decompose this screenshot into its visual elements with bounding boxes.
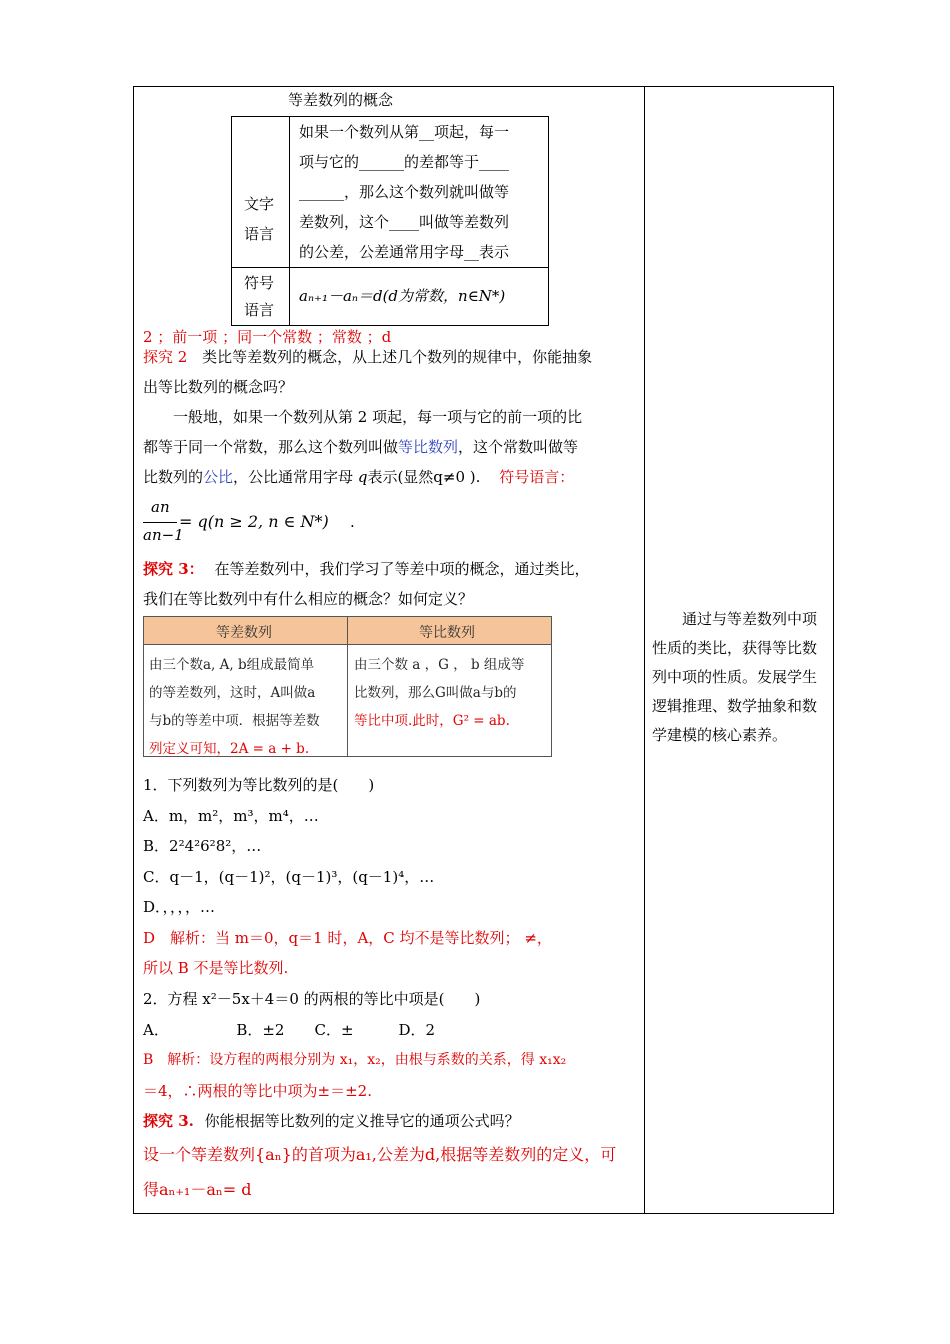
term-common-ratio: 公比 [203, 468, 234, 486]
explore3-text2: 我们在等比数列中有什么相应的概念？如何定义？ [143, 590, 474, 608]
definition-p2: 都等于同一个常数，那么这个数列叫做 [143, 438, 399, 456]
derivation-line-2: 得aₙ₊₁－aₙ= d [143, 1180, 252, 1199]
compare-left-text [149, 651, 320, 763]
definition-p2b: ，这个常数叫做等 [458, 438, 579, 456]
compare-right-text [354, 651, 524, 735]
q1-option-c: C．q－1，(q－1)²，(q－1)³，(q－1)⁴，… [143, 868, 435, 886]
fraction-bar [143, 522, 177, 523]
formula-end: . [350, 513, 355, 531]
definition-p3b: ，公比通常用字母 [233, 468, 354, 486]
explore3-text: 在等差数列中，我们学习了等差中项的概念，通过类比， [214, 560, 590, 578]
row1-label: 文字语言 [244, 195, 275, 243]
explore3-label: 探究 3： [143, 560, 204, 578]
compare-head-left: 等差数列 [216, 625, 272, 641]
row1-line: 项与它的______的差都等于____ [299, 153, 510, 171]
design-intent-note: 通过与等差数列中项性质的类比，获得等比数列中项的性质。发展学生逻辑推理、数学抽象和数学建模的核心素养。 [652, 610, 818, 744]
compare-right-line: 比数列，那么G叫做a与b的 [354, 685, 517, 701]
compare-right-line: 由三个数 a ，G ， b 组成等 [354, 657, 525, 673]
derivation-line-1: 设一个等差数列{aₙ}的首项为a₁,公差为d,根据等差数列的定义，可 [143, 1145, 617, 1164]
symbol-language-label: 符号语言： [499, 468, 575, 486]
q1-stem: 1．下列数列为等比数列的是( ) [143, 776, 375, 794]
row1-line: ______，那么这个数列就叫做等 [299, 183, 510, 201]
comparison-table [143, 616, 552, 757]
q2-answer-2: ＝4，∴两根的等比中项为±＝±2. [143, 1082, 372, 1100]
q1-answer-2: 所以 B 不是等比数列. [143, 959, 289, 977]
q1-option-a: A．m，m²，m³，m⁴，… [143, 807, 319, 825]
definition-p3c: 表示(显然q≠0 ). [367, 468, 481, 486]
explore2-text2: 出等比数列的概念吗？ [143, 378, 294, 396]
q2-answer: B 解析：设方程的两根分别为 x₁，x₂，由根与系数的关系，得 x₁x₂ [143, 1052, 567, 1068]
formula-denominator: an−1 [143, 526, 184, 544]
definition-p1: 一般地，如果一个数列从第 2 项起，每一项与它的前一项的比 [173, 408, 583, 426]
explore3b-label: 探究 3. [143, 1112, 194, 1130]
concept-table-title: 等差数列的概念 [288, 91, 394, 109]
formula-numerator: an [151, 498, 170, 516]
compare-head-right: 等比数列 [419, 625, 475, 641]
row1-line: 差数列，这个____叫做等差数列 [299, 213, 510, 231]
column-divider [644, 86, 645, 1214]
q1-answer: D 解析：当 m＝0，q＝1 时，A，C 均不是等比数列； ≠， [143, 929, 552, 947]
compare-left-line: 的等差数列，这时，A叫做a [149, 685, 316, 701]
row2-formula: aₙ₊₁－aₙ＝d(d为常数，n∈N*) [299, 287, 506, 305]
answers-line: 2 ；前一项 ；同一个常数 ；常数 ；d [143, 328, 392, 346]
formula-rhs: = q(n ≥ 2, n ∈ N*) [179, 512, 329, 531]
explore2-text: 类比等差数列的概念，从上述几个数列的规律中，你能抽象 [202, 348, 593, 366]
q1-option-d: D．，，，，… [143, 898, 216, 916]
compare-left-line: 与b的等差中项．根据等差数 [149, 713, 320, 729]
q2-stem: 2．方程 x²－5x＋4＝0 的两根的等比中项是( ) [143, 990, 481, 1008]
row1-text [299, 117, 544, 267]
compare-left-line: 列定义可知，2A = a + b. [149, 741, 310, 757]
term-geometric-sequence: 等比数列 [398, 438, 459, 456]
compare-left-line: 由三个数a, A, b组成最简单 [149, 657, 315, 673]
row1-line: 的公差，公差通常用字母__表示 [299, 243, 510, 261]
q1-option-b: B．2²4²6²8²，… [143, 837, 262, 855]
definition-p3: 比数列的 [143, 468, 204, 486]
explore3b-text: 你能根据等比数列的定义推导它的通项公式吗？ [204, 1112, 520, 1130]
symbol-q: q [357, 468, 368, 486]
concept-table [231, 116, 549, 326]
row1-line: 如果一个数列从第__项起，每一 [299, 123, 510, 141]
row2-label: 符号语言 [244, 274, 275, 319]
q2-options: A． B．±2 C．± D．2 [143, 1021, 436, 1039]
compare-right-line: 等比中项.此时，G² = ab. [354, 713, 510, 729]
explore2-label: 探究 2 [143, 348, 188, 366]
